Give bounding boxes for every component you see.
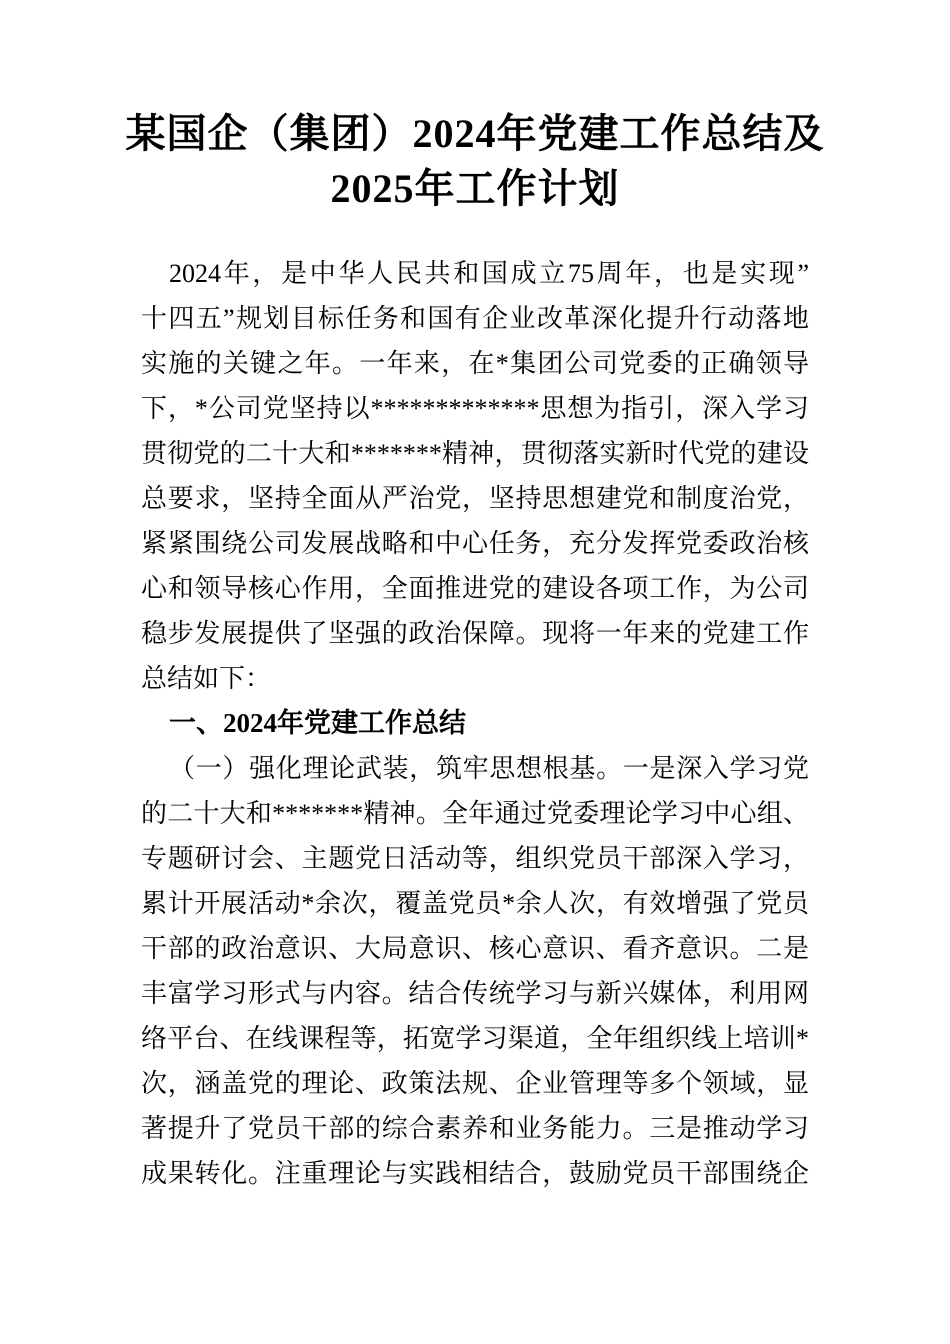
body-line: 实施的关键之年。一年来，在*集团公司党委的正确领导 — [141, 349, 809, 378]
body-line: 总要求，坚持全面从严治党，坚持思想建党和制度治党， — [141, 484, 809, 513]
body-line: 次，涵盖党的理论、政策法规、企业管理等多个领域，显 — [141, 1069, 809, 1098]
body-line: 2024年，是中华人民共和国成立75周年，也是实现” — [169, 259, 809, 288]
body-line: 丰富学习形式与内容。结合传统学习与新兴媒体，利用网 — [141, 979, 809, 1008]
body-line: 著提升了党员干部的综合素养和业务能力。三是推动学习 — [141, 1114, 809, 1143]
body-line: 成果转化。注重理论与实践相结合，鼓励党员干部围绕企 — [141, 1159, 809, 1188]
body-line: 络平台、在线课程等，拓宽学习渠道，全年组织线上培训* — [141, 1024, 809, 1053]
title-line-2: 2025年工作计划 — [330, 166, 620, 211]
body-line: 稳步发展提供了坚强的政治保障。现将一年来的党建工作 — [141, 619, 809, 648]
document-body — [141, 251, 809, 1196]
body-line: （一）强化理论武装，筑牢思想根基。一是深入学习党 — [169, 754, 809, 783]
body-line: 总结如下： — [141, 664, 272, 693]
body-line: 累计开展活动*余次，覆盖党员*余人次，有效增强了党员 — [141, 889, 809, 918]
body-line: 的二十大和*******精神。全年通过党委理论学习中心组、 — [141, 799, 809, 828]
body-line: 紧紧围绕公司发展战略和中心任务，充分发挥党委政治核 — [141, 529, 809, 558]
body-line: 十四五”规划目标任务和国有企业改革深化提升行动落地 — [141, 304, 809, 333]
body-line: 专题研讨会、主题党日活动等，组织党员干部深入学习， — [141, 844, 809, 873]
body-line: 贯彻党的二十大和*******精神，贯彻落实新时代党的建设 — [141, 439, 809, 468]
document-title — [0, 106, 950, 216]
body-line: 下，*公司党坚持以*************思想为指引，深入学习 — [141, 394, 809, 423]
section-heading: 一、2024年党建工作总结 — [169, 708, 466, 738]
body-line: 干部的政治意识、大局意识、核心意识、看齐意识。二是 — [141, 934, 809, 963]
body-line: 心和领导核心作用，全面推进党的建设各项工作，为公司 — [141, 574, 809, 603]
title-line-1: 某国企（集团）2024年党建工作总结及 — [125, 111, 825, 156]
